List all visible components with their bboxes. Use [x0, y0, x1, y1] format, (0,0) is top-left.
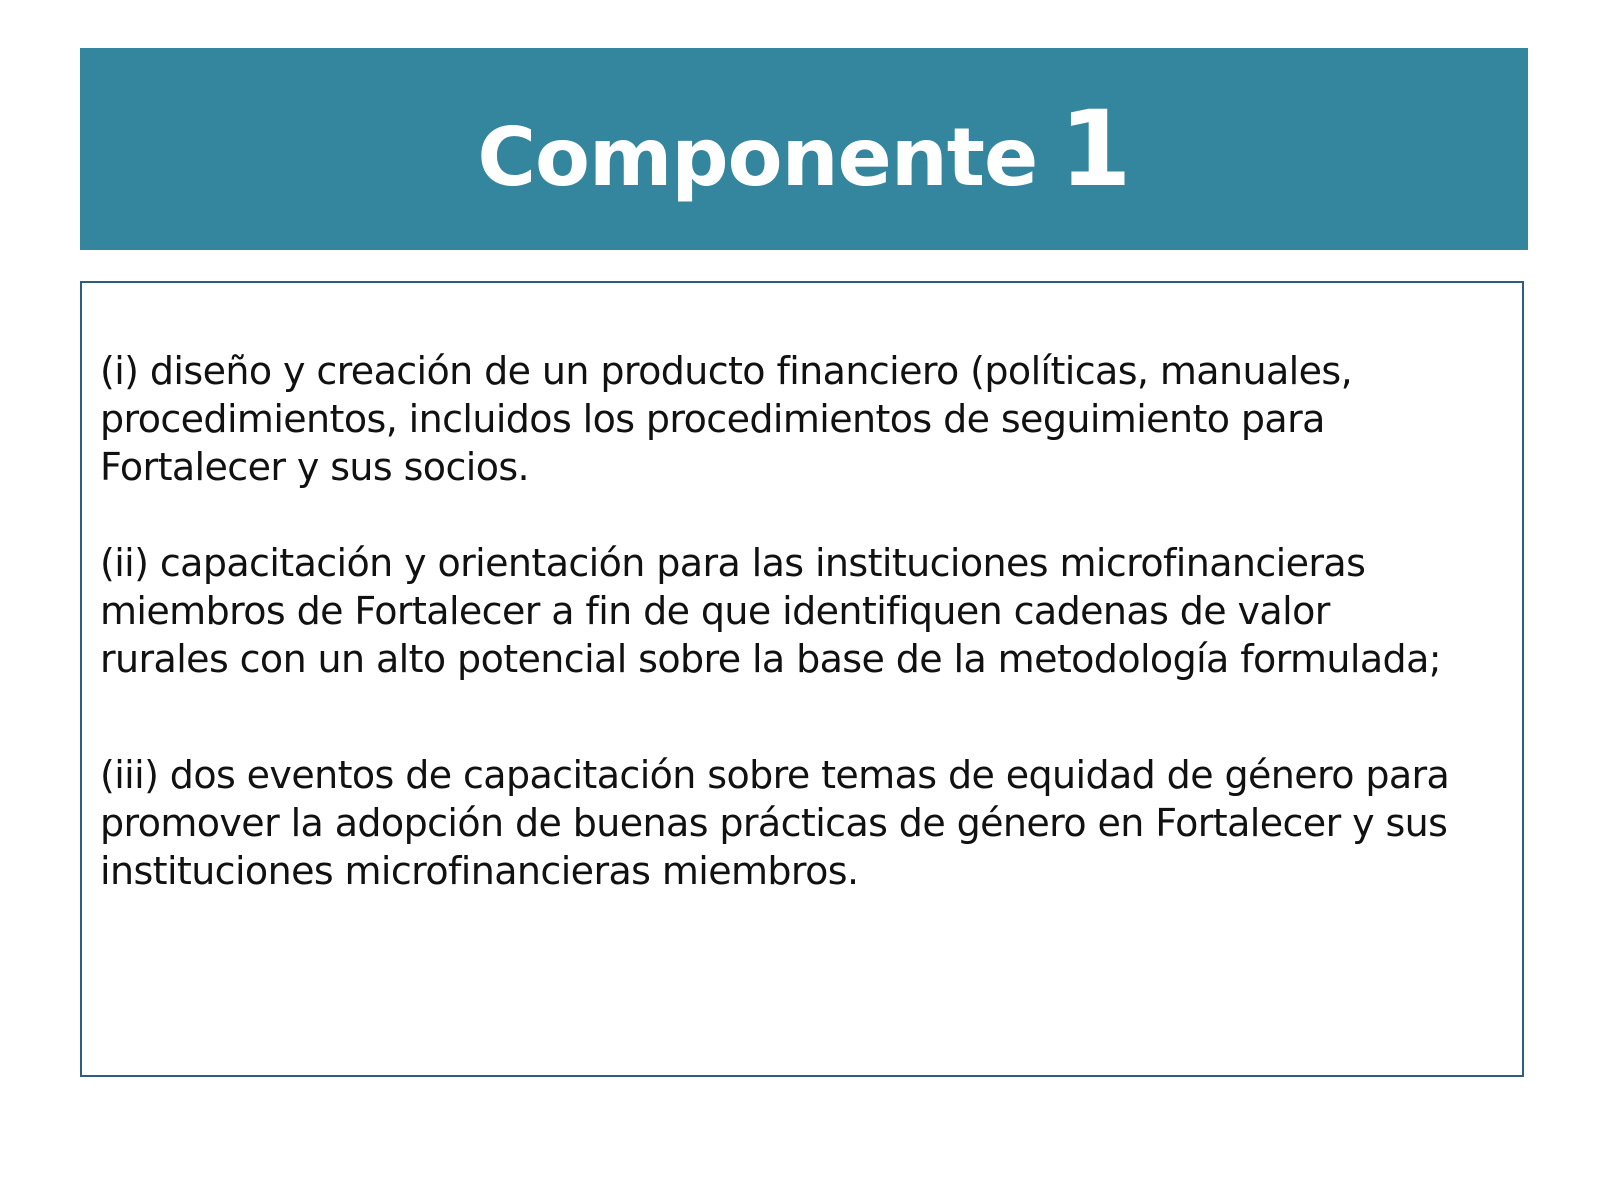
- content-item-2: (ii) capacitación y orientación para las instituciones microfinancieras miembros de Fortalecer a fin de que identifiquen cadenas de valor rurales con un alto potencial sobre la base de la metodología formulada;: [100, 541, 1441, 681]
- content-box: [80, 281, 1524, 1077]
- title-banner: [80, 48, 1528, 250]
- slide-title-text: Componente: [477, 111, 1038, 204]
- content-item-1: (i) diseño y creación de un producto financiero (políticas, manuales, procedimientos, incluidos los procedimientos de seguimiento para Fortalecer y sus socios.: [100, 349, 1353, 489]
- slide-title-number: 1: [1059, 88, 1131, 210]
- slide-title: [477, 88, 1131, 210]
- content-item-3: (iii) dos eventos de capacitación sobre temas de equidad de género para promover la adopción de buenas prácticas de género en Fortalecer y sus instituciones microfinancieras miembros.: [100, 753, 1450, 893]
